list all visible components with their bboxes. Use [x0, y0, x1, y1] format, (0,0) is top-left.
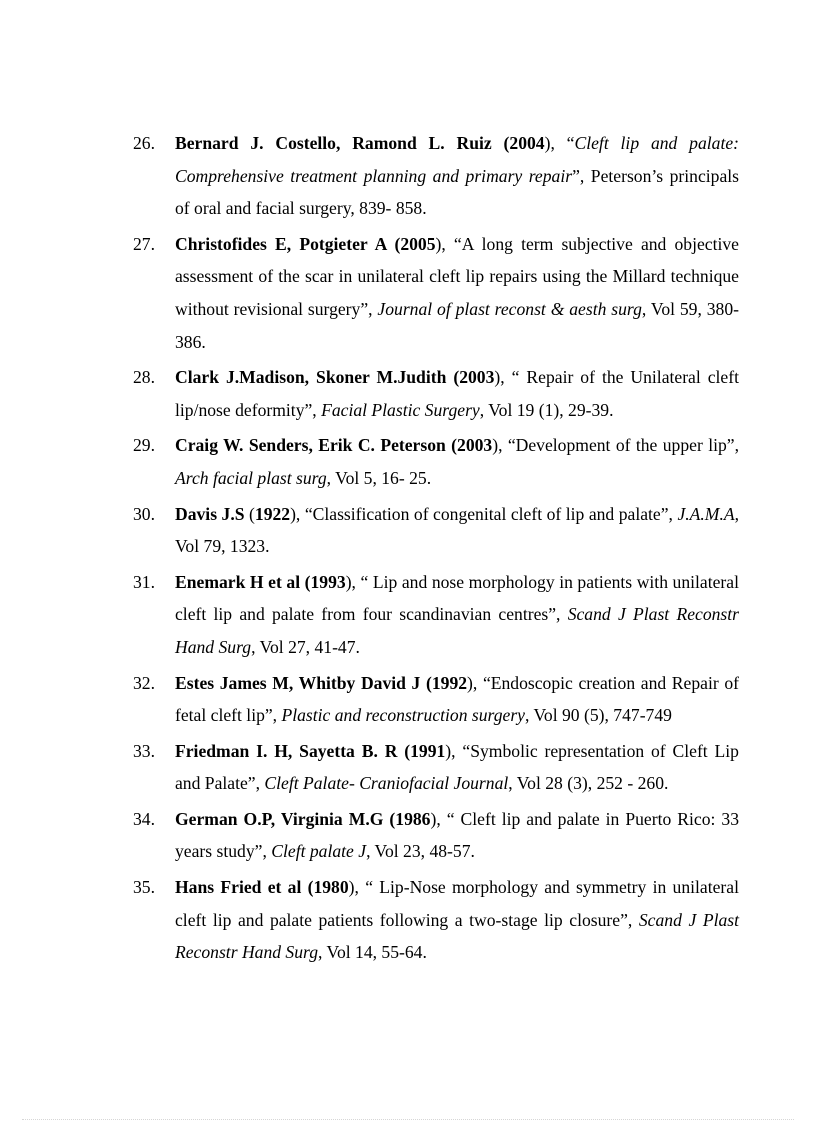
- reference-connector: ), “Classification of congenital cleft of lip and palate”,: [290, 503, 678, 524]
- reference-item-31: [133, 566, 739, 664]
- reference-number: 35.: [133, 877, 155, 898]
- reference-text: [175, 673, 739, 726]
- reference-connector: ), “A long term subjective and objective assessment of the scar in unilateral cleft lip repairs using the Millard technique without revisional surgery”,: [175, 233, 739, 319]
- reference-connector: ), “ Repair of the Unilateral cleft lip/nose deformity”,: [175, 367, 739, 420]
- reference-text: [175, 234, 739, 352]
- reference-item-32: [133, 667, 739, 732]
- reference-item-34: [133, 803, 739, 868]
- reference-source: , Vol 79, 1323.: [175, 503, 739, 557]
- reference-journal: Journal of plast reconst & aesth surg: [377, 298, 642, 319]
- reference-connector: ), “Symbolic representation of Cleft Lip and Palate”,: [175, 740, 739, 794]
- reference-number: 30.: [133, 503, 155, 524]
- reference-source: , Vol 59, 380- 386.: [175, 298, 739, 352]
- reference-authors: Clark J.Madison, Skoner M.Judith (2003: [175, 367, 495, 388]
- reference-authors: Craig W. Senders, Erik C. Peterson (2003: [175, 435, 493, 456]
- reference-source: , Vol 27, 41-47.: [251, 636, 360, 657]
- reference-journal: Facial Plastic Surgery: [321, 399, 480, 420]
- reference-authors: Hans Fried et al (1980: [175, 877, 349, 898]
- reference-text: [175, 367, 739, 420]
- reference-authors: Friedman I. H, Sayetta B. R (1991: [175, 740, 446, 761]
- reference-source: , Vol 14, 55-64.: [318, 942, 427, 963]
- reference-connector: ), “Endoscopic creation and Repair of fetal cleft lip”,: [175, 672, 739, 726]
- reference-journal: J.A.M.A: [677, 503, 735, 524]
- reference-authors: Christofides E, Potgieter A (2005: [175, 233, 436, 254]
- reference-number: 29.: [133, 435, 155, 456]
- reference-connector: ), “: [544, 133, 575, 153]
- reference-journal: Plastic and reconstruction surgery: [281, 705, 525, 726]
- reference-list: [133, 127, 739, 972]
- reference-text: [175, 572, 739, 657]
- reference-item-33: [133, 735, 739, 800]
- reference-source: ”, Peterson’s principals of oral and facial surgery, 839- 858.: [175, 165, 739, 219]
- reference-item-28: [133, 361, 739, 426]
- reference-number: 32.: [133, 672, 155, 693]
- reference-source: , Vol 90 (5), 747-749: [525, 705, 672, 726]
- reference-year: 1922: [254, 503, 291, 524]
- reference-journal: Cleft palate J: [271, 841, 367, 862]
- reference-item-35: [133, 871, 739, 969]
- reference-number: 26.: [133, 133, 155, 153]
- reference-connector: ), “ Cleft lip and palate in Puerto Rico: 33 years study”,: [175, 808, 739, 862]
- reference-journal: Arch facial plast surg: [175, 467, 327, 488]
- reference-item-29: [133, 429, 739, 494]
- reference-authors: Enemark H et al (1993: [175, 571, 346, 592]
- page-bottom-divider: [22, 1119, 794, 1120]
- reference-authors: Bernard J. Costello, Ramond L. Ruiz (2004: [175, 133, 545, 153]
- reference-connector: (: [244, 503, 255, 524]
- reference-journal: Scand J Plast Reconstr Hand Surg: [175, 604, 739, 657]
- reference-source: , Vol 23, 48-57.: [366, 841, 475, 862]
- reference-number: 33.: [133, 740, 155, 761]
- reference-item-26: [133, 127, 739, 225]
- reference-connector: ), “ Lip-Nose morphology and symmetry in unilateral cleft lip and palate patients following a two-stage lip closure”,: [175, 877, 739, 930]
- reference-connector: ), “Development of the upper lip”,: [492, 435, 739, 456]
- reference-journal: Scand J Plast Reconstr Hand Surg: [175, 909, 739, 963]
- reference-number: 27.: [133, 233, 155, 254]
- reference-source: , Vol 28 (3), 252 - 260.: [508, 773, 669, 794]
- reference-text: [175, 877, 739, 962]
- reference-text: [175, 133, 739, 218]
- reference-title: Cleft lip and palate: Comprehensive treatment planning and primary repair: [175, 133, 740, 186]
- reference-number: 31.: [133, 571, 155, 592]
- reference-authors: German O.P, Virginia M.G (1986: [175, 808, 431, 829]
- reference-connector: ), “ Lip and nose morphology in patients with unilateral cleft lip and palate from four scandinavian centres”,: [175, 571, 739, 625]
- reference-journal: Cleft Palate- Craniofacial Journal: [264, 773, 509, 794]
- reference-authors: Estes James M, Whitby David J (1992: [175, 672, 468, 693]
- reference-item-27: [133, 228, 739, 358]
- reference-number: 34.: [133, 808, 155, 829]
- reference-number: 28.: [133, 367, 155, 388]
- reference-item-30: [133, 498, 739, 563]
- reference-text: [175, 435, 739, 488]
- reference-text: [175, 809, 739, 862]
- reference-source: , Vol 19 (1), 29-39.: [479, 399, 614, 420]
- reference-authors: Davis J.S: [175, 503, 245, 524]
- reference-text: [175, 741, 739, 794]
- reference-source: , Vol 5, 16- 25.: [326, 467, 432, 488]
- reference-text: [175, 504, 739, 557]
